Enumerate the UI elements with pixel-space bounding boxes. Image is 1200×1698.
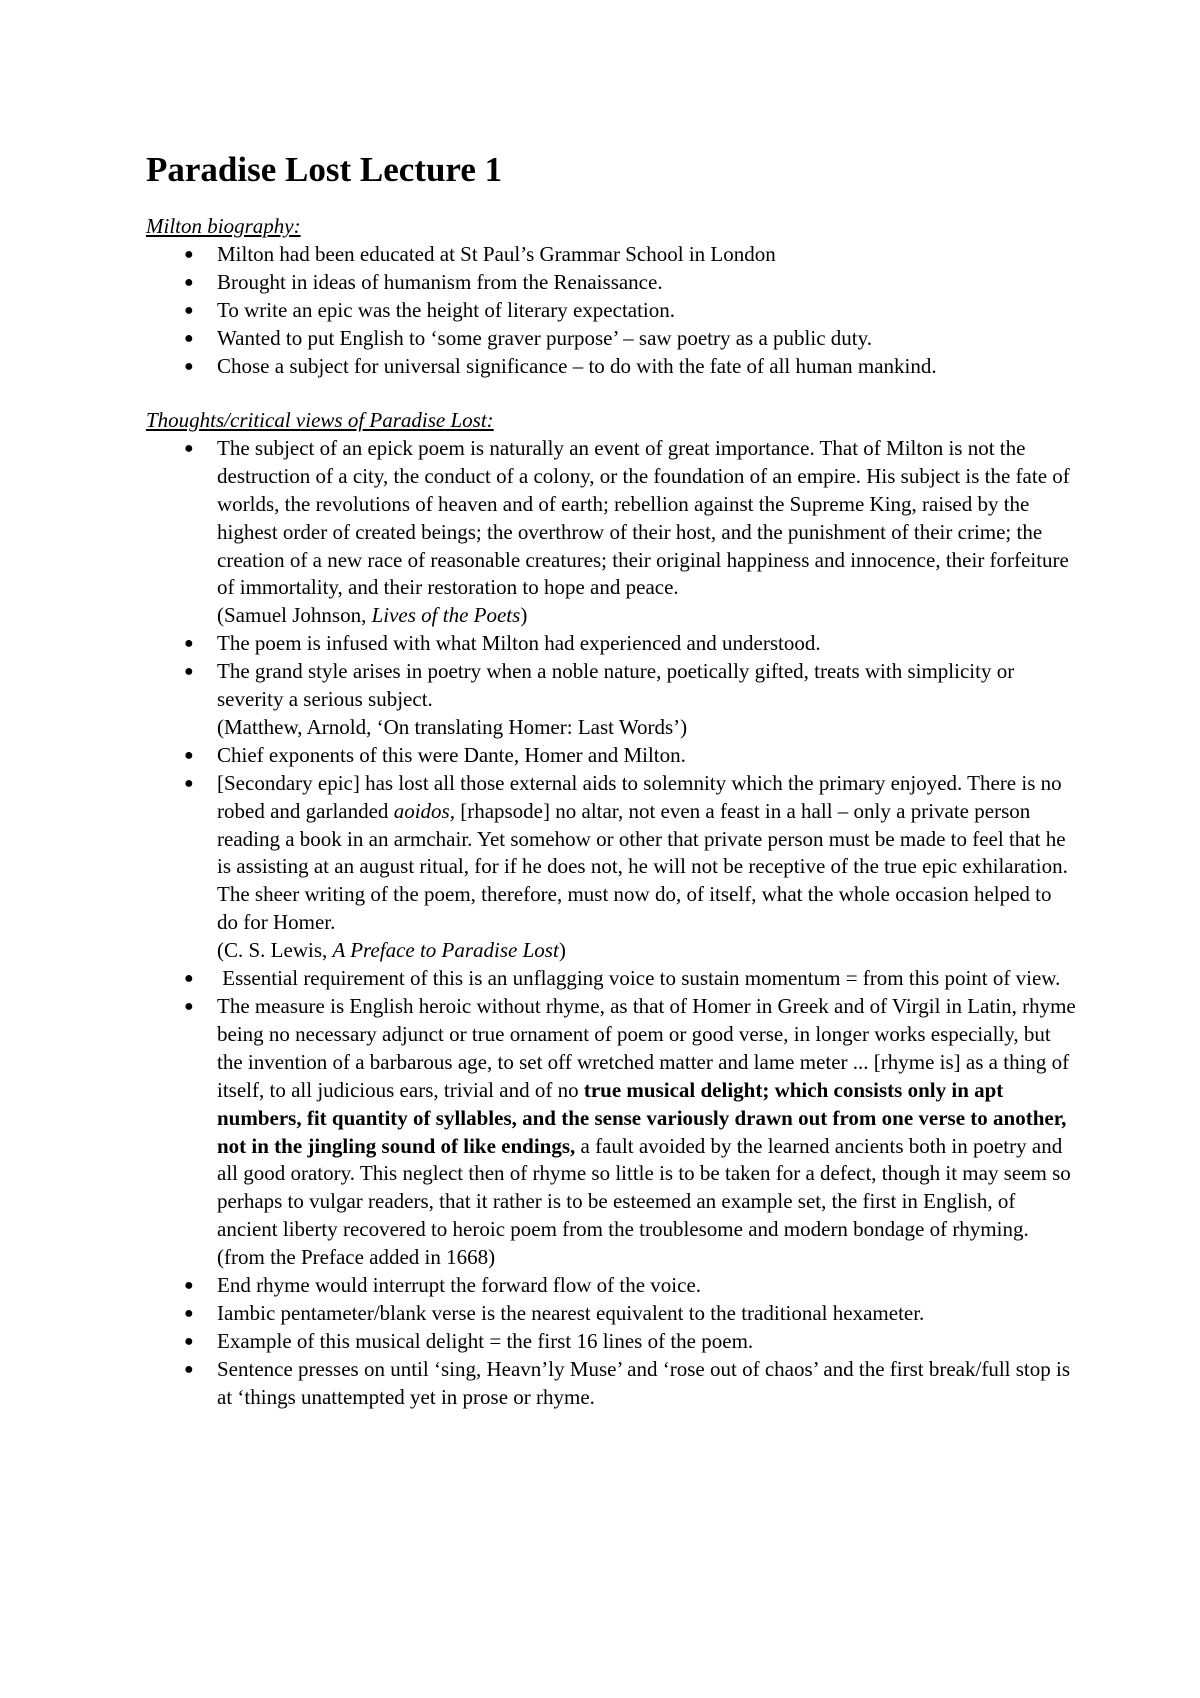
list-item-johnson-quote [146, 435, 1076, 630]
arnold-citation: (Matthew, Arnold, ‘On translating Homer: Last Words’) [217, 714, 688, 739]
list-item [146, 965, 1076, 993]
bullet-icon: ● [184, 746, 194, 764]
list-item-lewis-quote [146, 770, 1076, 965]
list-item-arnold-quote [146, 658, 1076, 742]
citation-prefix: (Samuel Johnson, [217, 603, 372, 628]
bullet-icon: ● [184, 273, 194, 291]
list-item [146, 742, 1076, 770]
list-item [146, 1272, 1076, 1300]
list-item [146, 269, 1076, 297]
list-item-text: Chief exponents of this were Dante, Homer and Milton. [217, 742, 686, 767]
bullet-icon: ● [184, 357, 194, 375]
citation-prefix: (C. S. Lewis, [217, 938, 333, 963]
bullet-icon: ● [184, 301, 194, 319]
bullet-icon: ● [184, 998, 194, 1016]
johnson-citation [217, 602, 1076, 630]
biography-section [146, 213, 1076, 380]
critical-views-section [146, 407, 1076, 1412]
list-item-text: To write an epic was the height of literary expectation. [217, 297, 676, 322]
list-item-text: Chose a subject for universal significance – to do with the fate of all human mankind. [217, 353, 937, 378]
lewis-quote-part-b: [rhapsode] no altar, not even a feast in a hall – only a private person reading a book in an armchair. Yet somehow or other that private person must be made to feel that he is assisting at an august ritual, for if he does not, he will not be receptive of the true epic exhilaration. The sheer writing of the poem, therefore, must now do, of itself, what the whole occasion helped to do for Homer. [217, 798, 1068, 935]
lewis-quote-aoidos: aoidos, [393, 798, 455, 823]
list-item [146, 325, 1076, 353]
bullet-icon: ● [184, 635, 194, 653]
list-item-text: Sentence presses on until ‘sing, Heavn’ly Muse’ and ‘rose out of chaos’ and the first break/full stop is at ‘things unattempted yet in prose or rhyme. [217, 1356, 1071, 1409]
bullet-icon: ● [184, 970, 194, 988]
list-item-text: End rhyme would interrupt the forward flow of the voice. [217, 1273, 702, 1298]
johnson-quote: The subject of an epick poem is naturally an event of great importance. That of Milton is not the destruction of a city, the conduct of a colony, or the foundation of an empire. His subject is the fate of worlds, the revolutions of heaven and of earth; rebellion against the Supreme King, raised by the highest order of created beings; the overthrow of their host, and the punishment of their crime; the creation of a new race of reasonable creatures; their original happiness and innocence, their forfeiture of immortality, and their restoration to hope and peace. [217, 435, 1070, 600]
list-item-text: Milton had been educated at St Paul’s Grammar School in London [217, 241, 776, 266]
citation-title: A Preface to Paradise Lost [332, 938, 559, 963]
biography-heading: Milton biography: [146, 214, 301, 238]
bullet-icon: ● [184, 1277, 194, 1295]
critical-views-list [146, 435, 1076, 1412]
bullet-icon: ● [184, 439, 194, 457]
preface-quote-bold: true musical delight; which consists only in apt numbers, fit quantity of syllables, and the sense variously drawn out from one verse to another, not in the jingling sound of like endings, [217, 1077, 1067, 1158]
bullet-icon: ● [184, 1304, 194, 1322]
bullet-icon: ● [184, 245, 194, 263]
preface-quote-part-b: a fault avoided by the learned ancients both in poetry and all good oratory. This neglect then of rhyme so little is to be taken for a defect, though it may seem so perhaps to vulgar readers, that it rather is to be esteemed an example set, the first in English, of ancient liberty recovered to heroic poem from the troublesome and modern bondage of rhyming. [217, 1133, 1071, 1242]
citation-title: Lives of the Poets [371, 603, 521, 628]
list-item-text: Example of this musical delight = the first 16 lines of the poem. [217, 1328, 754, 1353]
bullet-icon: ● [184, 1332, 194, 1350]
biography-list [146, 241, 1076, 381]
list-item [146, 1300, 1076, 1328]
page-title: Paradise Lost Lecture 1 [146, 150, 503, 189]
lewis-quote-part-a: [Secondary epic] has lost all those external aids to solemnity which the primary enjoyed. There is no robed and garlanded [217, 770, 1062, 823]
bullet-icon: ● [184, 1360, 194, 1378]
list-item [146, 1356, 1076, 1412]
bullet-icon: ● [184, 329, 194, 347]
list-item-text: Brought in ideas of humanism from the Renaissance. [217, 269, 663, 294]
list-item-text: Iambic pentameter/blank verse is the nearest equivalent to the traditional hexameter. [217, 1300, 925, 1325]
citation-suffix: ) [520, 603, 528, 628]
preface-citation: (from the Preface added in 1668) [217, 1245, 496, 1270]
critical-views-heading: Thoughts/critical views of Paradise Lost: [146, 408, 494, 432]
lewis-citation [217, 937, 1076, 965]
list-item-text: Wanted to put English to ‘some graver purpose’ – saw poetry as a public duty. [217, 325, 872, 350]
list-item [146, 241, 1076, 269]
preface-quote-part-a: The measure is English heroic without rhyme, as that of Homer in Greek and of Virgil in Latin, rhyme being no necessary adjunct or true ornament of poem or good verse, in longer works especially, but the invention of a barbarous age, to set off wretched matter and lame meter ... [rhyme is] as a thing of itself, to all judicious ears, trivial and of no [217, 994, 1076, 1102]
list-item [146, 297, 1076, 325]
list-item [146, 630, 1076, 658]
arnold-quote: The grand style arises in poetry when a noble nature, poetically gifted, treats with simplicity or severity a serious subject. [217, 659, 1015, 712]
list-item-text: Essential requirement of this is an unflagging voice to sustain momentum = from this point of view. [217, 966, 1061, 991]
bullet-icon: ● [184, 774, 194, 792]
list-item-preface-quote [146, 993, 1076, 1272]
list-item [146, 353, 1076, 381]
citation-suffix: ) [558, 938, 566, 963]
list-item-text: The poem is infused with what Milton had experienced and understood. [217, 631, 821, 656]
bullet-icon: ● [184, 663, 194, 681]
list-item [146, 1328, 1076, 1356]
